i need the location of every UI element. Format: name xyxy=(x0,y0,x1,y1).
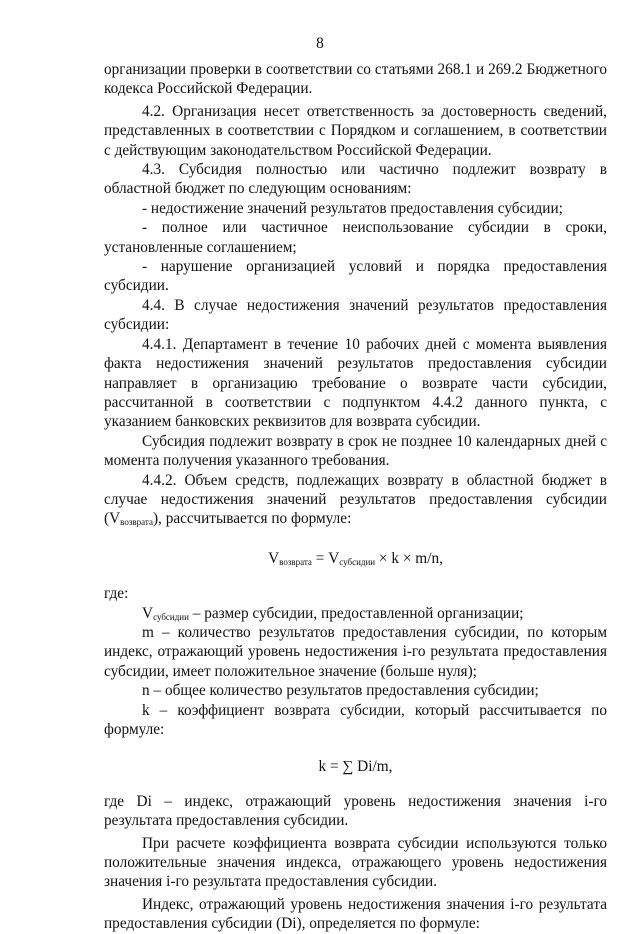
formula1-sub-vozvrata: возврата xyxy=(279,556,312,567)
paragraph-4-4-2 xyxy=(104,471,607,529)
paragraph-4-3: 4.3. Субсидия полностью или частично подлежит возврату в областной бюджет по следующим основаниям: xyxy=(104,161,607,198)
list-item-3: - нарушение организацией условий и порядка предоставления субсидии. xyxy=(104,258,607,295)
paragraph-di-formula: Индекс, отражающий уровень недостижения значения i-го результата предоставления субсидии (Di), определяется по формуле: xyxy=(104,895,607,933)
definition-n: n – общее количество результатов предоставления субсидии; xyxy=(142,682,539,700)
formula1-v: V xyxy=(268,549,280,567)
paragraph-4-2: 4.2. Организация несет ответственность за достоверность сведений, представленных в соответствии с Порядком и соглашением, в соответствии с действующим законодательством Российской Федерации. xyxy=(104,102,607,159)
subscript-vozvrata: возврата xyxy=(120,517,153,528)
paragraph-deadline: Субсидия подлежит возврату в срок не позднее 10 календарных дней с момента получения указанного требования. xyxy=(104,432,607,470)
formula1-eq: = V xyxy=(311,549,340,567)
paragraph-4-4: 4.4. В случае недостижения значений результатов предоставления субсидии: xyxy=(104,296,607,334)
paragraph-4-4-2-tail: ), рассчитывается по формуле: xyxy=(152,510,352,528)
definition-v-subsidii xyxy=(104,604,607,623)
formula-return-volume xyxy=(104,549,607,568)
list-item-2: - полное или частичное неиспользование субсидии в сроки, установленные соглашением; xyxy=(104,219,607,256)
document-body xyxy=(104,60,607,934)
where-label: где: xyxy=(104,585,129,603)
paragraph-4-4-2-text: 4.4.2. Объем средств, подлежащих возврату в областной бюджет в случае недостижения значений результатов предоставления субсидии (V xyxy=(104,471,607,528)
def-v: V xyxy=(142,604,154,622)
list-item-1: - недостижение значений результатов предоставления субсидии; xyxy=(142,199,563,217)
definition-m: m – количество результатов предоставления субсидии, по которым индекс, отражающий уровень недостижения i-го результата предоставления субсидии, имеет положительное значение (больше нуля); xyxy=(104,623,607,680)
def-v-sub: субсидии xyxy=(153,611,189,622)
definition-k: k – коэффициент возврата субсидии, который рассчитывается по формуле: xyxy=(104,701,607,738)
definition-di: где Di – индекс, отражающий уровень недостижения значения i-го результата предоставления субсидии. xyxy=(104,792,607,830)
formula1-sub-subsidii: субсидии xyxy=(339,556,376,567)
paragraph-continuation: организации проверки в соответствии со статьями 268.1 и 269.2 Бюджетного кодекса Российской Федерации. xyxy=(104,61,607,98)
formula1-tail: × k × m/n, xyxy=(375,549,443,567)
def-v-tail: – размер субсидии, предоставленной организации; xyxy=(188,604,524,622)
formula-coefficient-k: k = ∑ Di/m, xyxy=(318,758,393,776)
page-number: 8 xyxy=(316,35,324,52)
paragraph-4-4-1: 4.4.1. Департамент в течение 10 рабочих дней с момента выявления факта недостижения значений результатов предоставления субсидии направляет в организацию требование о возврате части субсидии, рассчитанной в соответствии с подпунктом 4.4.2 данного пункта, с указанием банковских реквизитов для возврата субсидии. xyxy=(104,335,607,431)
paragraph-positive-values: При расчете коэффициента возврата субсидии используются только положительные значения индекса, отражающего уровень недостижения значения i-го результата предоставления субсидии. xyxy=(104,834,607,891)
